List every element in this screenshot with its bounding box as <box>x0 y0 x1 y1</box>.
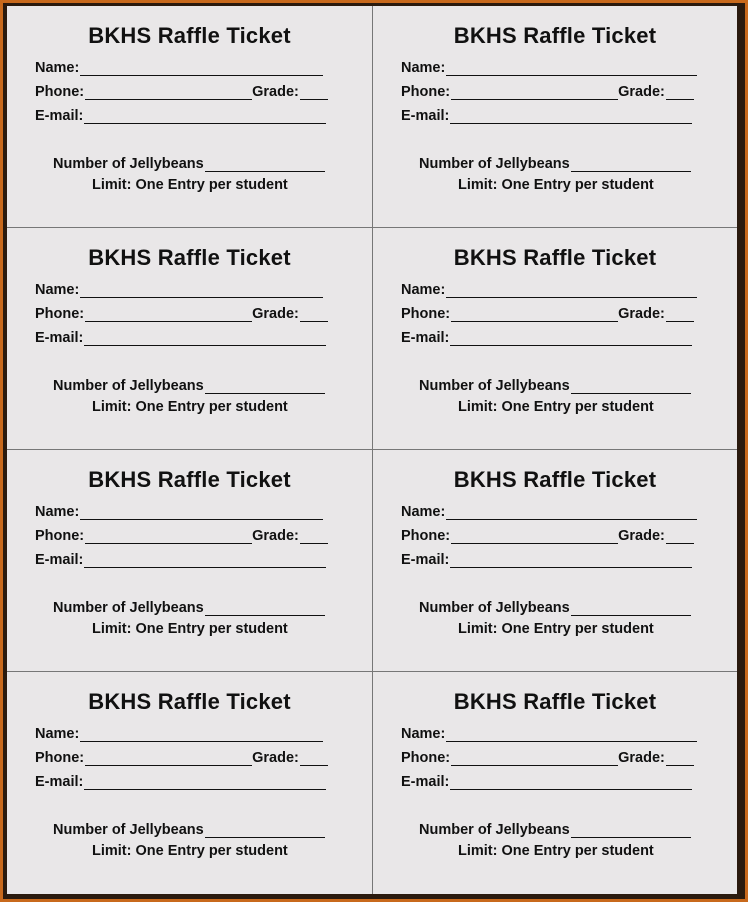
name-label: Name: <box>401 504 446 520</box>
jellybeans-label: Number of Jellybeans <box>53 156 204 172</box>
jellybeans-label: Number of Jellybeans <box>53 822 204 838</box>
name-blank[interactable] <box>80 282 323 298</box>
limit-text: Limit: One Entry per student <box>458 843 654 859</box>
raffle-ticket <box>373 672 737 894</box>
email-blank[interactable] <box>450 774 692 790</box>
limit-text: Limit: One Entry per student <box>92 843 288 859</box>
email-label: E-mail: <box>35 108 84 124</box>
email-blank[interactable] <box>84 108 326 124</box>
name-label: Name: <box>401 60 446 76</box>
jellybeans-label: Number of Jellybeans <box>419 378 570 394</box>
email-label: E-mail: <box>35 330 84 346</box>
grade-blank[interactable] <box>666 528 694 544</box>
email-label: E-mail: <box>401 330 450 346</box>
name-label: Name: <box>35 504 80 520</box>
name-blank[interactable] <box>80 60 323 76</box>
phone-blank[interactable] <box>85 84 252 100</box>
email-label: E-mail: <box>401 108 450 124</box>
ticket-title: BKHS Raffle Ticket <box>88 467 291 492</box>
email-blank[interactable] <box>450 108 692 124</box>
grade-label: Grade: <box>618 306 665 322</box>
jellybeans-blank[interactable] <box>205 822 325 838</box>
ticket-sheet <box>7 6 737 894</box>
name-label: Name: <box>35 282 80 298</box>
email-label: E-mail: <box>35 774 84 790</box>
email-blank[interactable] <box>84 330 326 346</box>
phone-label: Phone: <box>401 84 451 100</box>
email-blank[interactable] <box>84 552 326 568</box>
phone-label: Phone: <box>35 528 85 544</box>
raffle-ticket <box>7 6 373 228</box>
phone-label: Phone: <box>35 306 85 322</box>
ticket-title: BKHS Raffle Ticket <box>453 23 657 48</box>
jellybeans-blank[interactable] <box>205 600 325 616</box>
jellybeans-blank[interactable] <box>205 378 325 394</box>
phone-blank[interactable] <box>451 528 618 544</box>
grade-blank[interactable] <box>300 750 328 766</box>
name-blank[interactable] <box>446 282 697 298</box>
grade-label: Grade: <box>252 528 299 544</box>
phone-blank[interactable] <box>85 528 252 544</box>
name-blank[interactable] <box>446 726 697 742</box>
ticket-title: BKHS Raffle Ticket <box>88 245 291 270</box>
name-label: Name: <box>35 60 80 76</box>
ticket-title: BKHS Raffle Ticket <box>88 689 291 714</box>
raffle-ticket <box>373 228 737 450</box>
grade-label: Grade: <box>618 528 665 544</box>
phone-blank[interactable] <box>85 306 252 322</box>
grade-blank[interactable] <box>300 306 328 322</box>
name-blank[interactable] <box>80 504 323 520</box>
jellybeans-blank[interactable] <box>571 156 691 172</box>
grade-label: Grade: <box>252 84 299 100</box>
jellybeans-label: Number of Jellybeans <box>419 600 570 616</box>
limit-text: Limit: One Entry per student <box>92 177 288 193</box>
phone-label: Phone: <box>401 528 451 544</box>
name-label: Name: <box>401 726 446 742</box>
jellybeans-label: Number of Jellybeans <box>419 822 570 838</box>
grade-blank[interactable] <box>300 84 328 100</box>
grade-label: Grade: <box>618 750 665 766</box>
phone-blank[interactable] <box>451 306 618 322</box>
phone-blank[interactable] <box>85 750 252 766</box>
jellybeans-blank[interactable] <box>205 156 325 172</box>
ticket-title: BKHS Raffle Ticket <box>88 23 291 48</box>
raffle-ticket <box>373 6 737 228</box>
phone-blank[interactable] <box>451 750 618 766</box>
name-blank[interactable] <box>80 726 323 742</box>
limit-text: Limit: One Entry per student <box>458 621 654 637</box>
jellybeans-label: Number of Jellybeans <box>419 156 570 172</box>
email-blank[interactable] <box>84 774 326 790</box>
email-label: E-mail: <box>401 552 450 568</box>
grade-blank[interactable] <box>666 306 694 322</box>
email-blank[interactable] <box>450 552 692 568</box>
phone-label: Phone: <box>401 306 451 322</box>
jellybeans-label: Number of Jellybeans <box>53 600 204 616</box>
limit-text: Limit: One Entry per student <box>458 177 654 193</box>
raffle-ticket <box>7 228 373 450</box>
limit-text: Limit: One Entry per student <box>458 399 654 415</box>
jellybeans-blank[interactable] <box>571 378 691 394</box>
ticket-title: BKHS Raffle Ticket <box>453 689 657 714</box>
name-label: Name: <box>35 726 80 742</box>
limit-text: Limit: One Entry per student <box>92 621 288 637</box>
email-blank[interactable] <box>450 330 692 346</box>
phone-label: Phone: <box>401 750 451 766</box>
name-blank[interactable] <box>446 60 697 76</box>
jellybeans-blank[interactable] <box>571 822 691 838</box>
ticket-title: BKHS Raffle Ticket <box>453 467 657 492</box>
raffle-ticket <box>7 672 373 894</box>
email-label: E-mail: <box>35 552 84 568</box>
ticket-title: BKHS Raffle Ticket <box>453 245 657 270</box>
jellybeans-blank[interactable] <box>571 600 691 616</box>
grade-label: Grade: <box>252 306 299 322</box>
email-label: E-mail: <box>401 774 450 790</box>
raffle-ticket <box>373 450 737 672</box>
name-blank[interactable] <box>446 504 697 520</box>
grade-blank[interactable] <box>300 528 328 544</box>
phone-label: Phone: <box>35 750 85 766</box>
phone-label: Phone: <box>35 84 85 100</box>
phone-blank[interactable] <box>451 84 618 100</box>
grade-label: Grade: <box>252 750 299 766</box>
raffle-ticket <box>7 450 373 672</box>
grade-blank[interactable] <box>666 750 694 766</box>
jellybeans-label: Number of Jellybeans <box>53 378 204 394</box>
grade-blank[interactable] <box>666 84 694 100</box>
name-label: Name: <box>401 282 446 298</box>
grade-label: Grade: <box>618 84 665 100</box>
limit-text: Limit: One Entry per student <box>92 399 288 415</box>
